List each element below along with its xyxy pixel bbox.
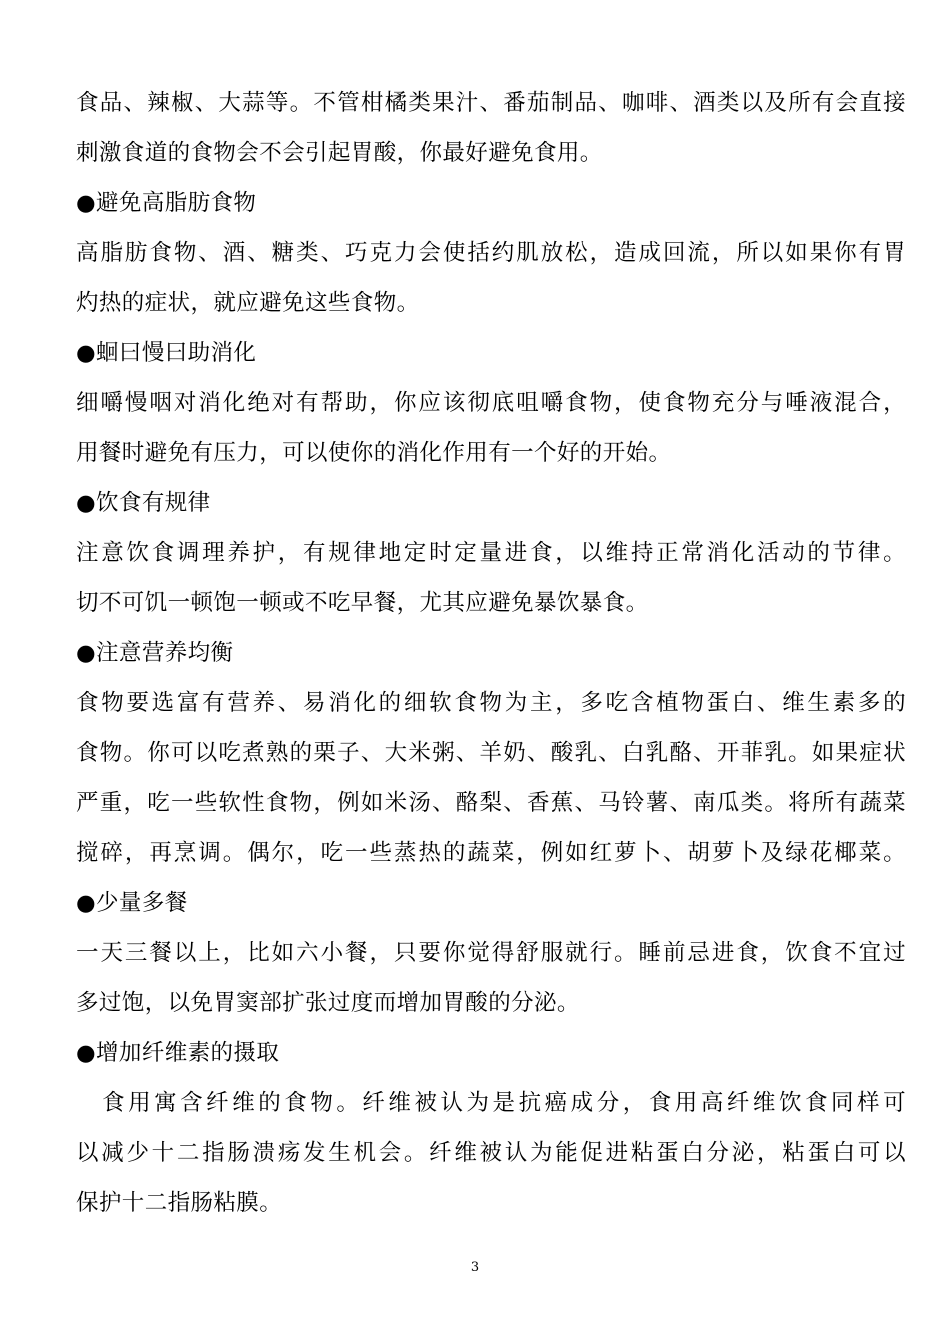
text-line: 食品、辣椒、大蒜等。不管柑橘类果汁、番茄制品、咖啡、酒类以及所有会直接 — [76, 90, 906, 116]
text-line: 高脂肪食物、酒、糖类、巧克力会使括约肌放松，造成回流，所以如果你有胃 — [76, 240, 906, 266]
text-line: 食物要选富有营养、易消化的细软食物为主，多吃含植物蛋白、维生素多的 — [76, 690, 906, 716]
section-heading-balanced-nutrition: ●注意营养均衡 — [76, 640, 234, 666]
text-line: 食用寓含纤维的食物。纤维被认为是抗癌成分，食用高纤维饮食同样可 — [76, 1090, 906, 1116]
text-line: 刺激食道的食物会不会引起胃酸，你最好避免食用。 — [76, 140, 603, 166]
section-heading-fiber-intake: ●增加纤维素的摄取 — [76, 1040, 280, 1066]
text-line: 严重，吃一些软性食物，例如米汤、酪梨、香蕉、马铃薯、南瓜类。将所有蔬菜 — [76, 790, 906, 816]
section-heading-avoid-high-fat: ●避免高脂肪食物 — [76, 190, 257, 216]
section-heading-regular-diet: ●饮食有规律 — [76, 490, 211, 516]
section-heading-small-frequent-meals: ●少量多餐 — [76, 890, 188, 916]
page-number: 3 — [470, 1260, 480, 1275]
text-line: 注意饮食调理养护，有规律地定时定量进食，以维持正常消化活动的节律。 — [76, 540, 906, 566]
text-line: 切不可饥一顿饱一顿或不吃早餐，尤其应避免暴饮暴食。 — [76, 590, 649, 616]
section-heading-chew-slowly: ●蛔曰慢曰助消化 — [76, 340, 257, 366]
text-line: 以减少十二指肠溃疡发生机会。纤维被认为能促进粘蛋白分泌，粘蛋白可以 — [76, 1140, 906, 1166]
text-line: 食物。你可以吃煮熟的栗子、大米粥、羊奶、酸乳、白乳酪、开菲乳。如果症状 — [76, 740, 906, 766]
text-line: 多过饱，以免胃窦部扩张过度而增加胃酸的分泌。 — [76, 990, 580, 1016]
text-line: 细嚼慢咽对消化绝对有帮助，你应该彻底咀嚼食物，使食物充分与唾液混合， — [76, 390, 906, 416]
text-line: 保护十二指肠粘膜。 — [76, 1190, 283, 1216]
text-line: 灼热的症状，就应避免这些食物。 — [76, 290, 420, 316]
text-line: 用餐时避免有压力，可以使你的消化作用有一个好的开始。 — [76, 440, 672, 466]
text-line: 搅碎，再烹调。偶尔，吃一些蒸热的蔬菜，例如红萝卜、胡萝卜及绿花椰菜。 — [76, 840, 906, 866]
text-line: 一天三餐以上，比如六小餐，只要你觉得舒服就行。睡前忌进食，饮食不宜过 — [76, 940, 906, 966]
